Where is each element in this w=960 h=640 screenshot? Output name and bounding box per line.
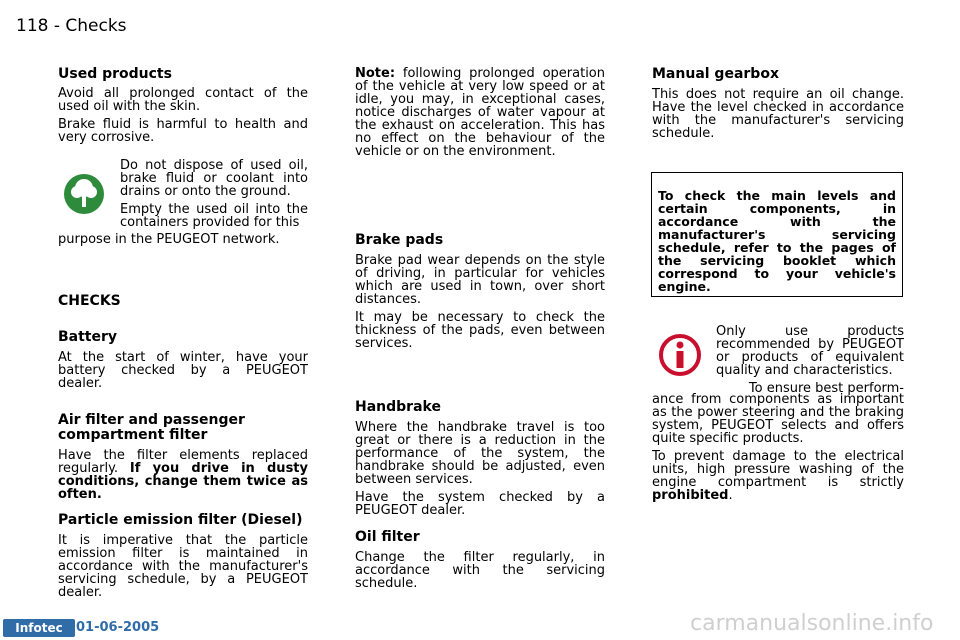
handbrake-p2: Have the system checked by a PEUGEOT dealer. [355,490,605,518]
heading-battery: Battery [58,329,118,345]
heading-oil-filter: Oil filter [355,529,420,545]
page-title: 118 - Checks [16,16,127,36]
used-products-p4a: Empty the used oil into the containers provided for this [120,202,308,230]
heading-manual-gearbox: Manual gearbox [652,66,779,82]
heading-brake-pads: Brake pads [355,232,444,248]
infotec-badge: Infotec [3,619,75,637]
info-p2b: ance from components as important as the power steering and the braking system, PEUGEOT selects and offers quite specific products. [652,392,904,446]
footer-date: 01-06-2005 [76,620,160,635]
heading-air-filter: Air filter and passenger compartment filter [58,412,245,443]
heading-used-products: Used products [58,66,172,82]
info-icon [657,332,703,378]
brake-pads-p1: Brake pad wear depends on the style of driving, in particular for vehicles which are used in town, over short distances. [355,253,605,307]
info-p3-end: . [728,488,733,503]
tree-icon [62,172,106,216]
note-label: Note: [355,66,396,81]
note-text: following prolonged operation of the vehicle at very low speed or at idle, you may, in exceptional cases, notice discharges of water vapour at the exhaust on acceleration. This has no effect on the behaviour of the vehicle or on the environment. [355,66,605,159]
particle-filter-text: It is imperative that the particle emission filter is maintained in accordance with the manufacturer's servicing schedule, by a PEUGEOT dealer. [58,533,308,600]
servicing-note-box [651,172,903,297]
brake-pads-p2: It may be necessary to check the thickness of the pads, even between services. [355,310,605,351]
heading-particle-filter: Particle emission filter (Diesel) [58,512,303,528]
column-right [652,67,904,145]
info-p1: Only use products recommended by PEUGEOT or products of equivalent quality and characteristics. [716,324,904,378]
used-products-p4b: purpose in the PEUGEOT network. [58,232,280,247]
oil-filter-text: Change the filter regularly, in accordance with the servicing schedule. [355,550,605,591]
info-p3-text: To prevent damage to the electrical units, high pressure washing of the engine compartment is strictly [652,449,904,490]
heading-checks: CHECKS [58,293,121,309]
info-p3-bold: prohibited [652,488,729,503]
heading-handbrake: Handbrake [355,399,441,415]
info-p2a: To ensure best perform- [748,381,904,396]
used-products-p3: Do not dispose of used oil, brake fluid or coolant into drains or onto the ground. [120,158,308,199]
handbrake-p1: Where the handbrake travel is too great or there is a reduction in the performance of the system, the handbrake should be adjusted, even between services. [355,420,605,487]
air-filter-text [58,449,308,501]
info-p3 [652,450,904,502]
manual-gearbox-text: This does not require an oil change. Have the level checked in accordance with the manufacturer's servicing schedule. [652,87,904,141]
air-filter-bold: If you drive in dusty conditions, change them twice as often. [58,461,308,502]
note-paragraph [355,67,605,158]
air-filter-normal: Have the filter elements replaced regularly. [58,448,308,476]
used-products-p1: Avoid all prolonged contact of the used oil with the skin. [58,86,308,114]
servicing-note-text: To check the main levels and certain components, in accordance with the manufacturer's servicing schedule, refer to the pages of the servicing booklet which correspond to your vehicle's engine. [658,188,896,294]
watermark: carmanualsonline.info [690,611,934,636]
used-products-p2: Brake fluid is harmful to health and very corrosive. [58,117,308,145]
column-middle [355,67,605,163]
battery-text: At the start of winter, have your battery checked by a PEUGEOT dealer. [58,350,308,391]
